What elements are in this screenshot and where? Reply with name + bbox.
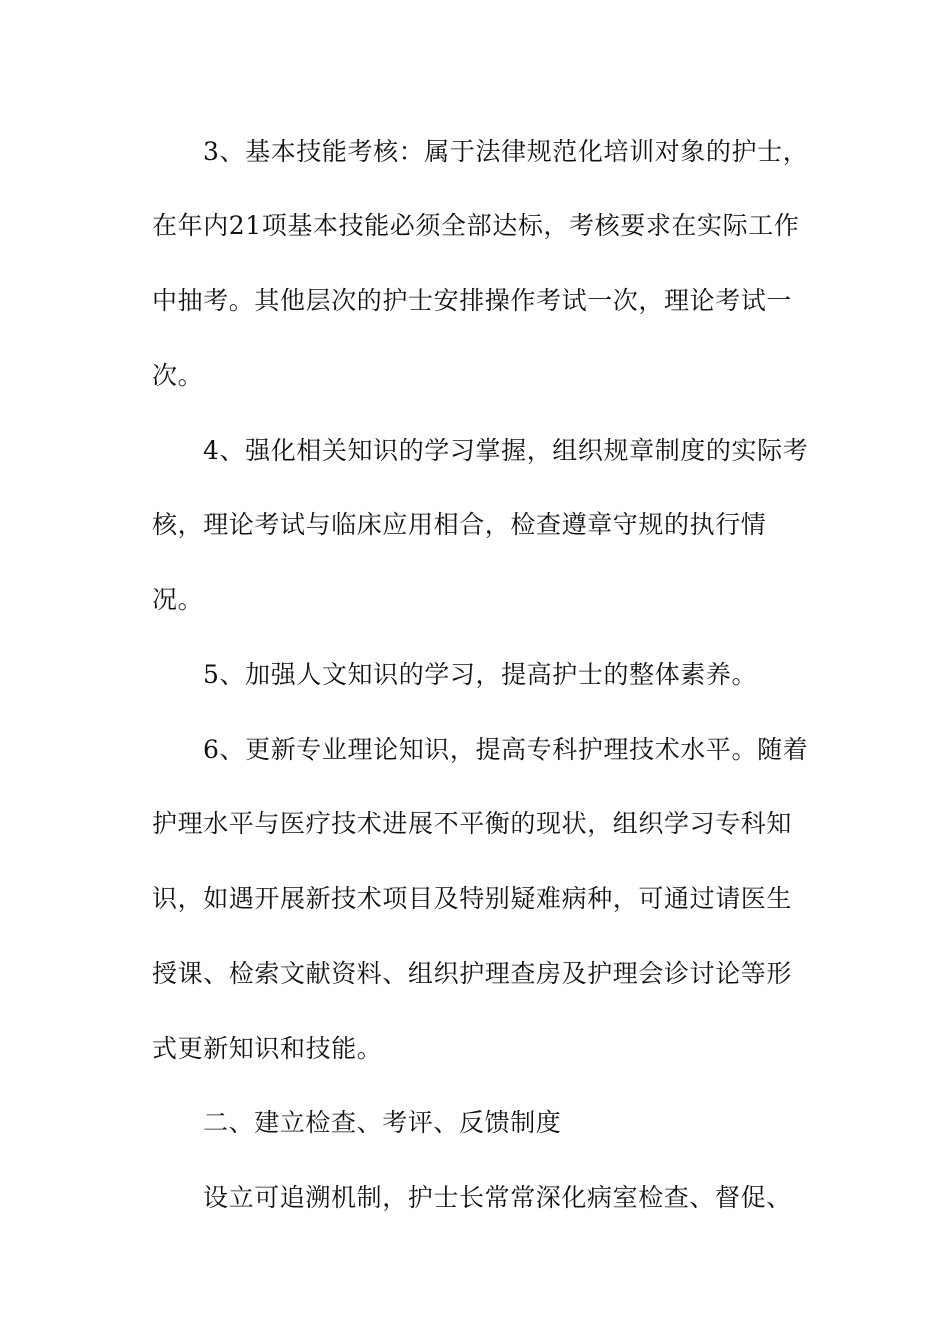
paragraph-4-line-1: 4、强化相关知识的学习掌握，组织规章制度的实际考	[203, 436, 809, 465]
paragraph-4-line-3: 况。	[152, 585, 204, 614]
paragraph-3-line-3: 中抽考。其他层次的护士安排操作考试一次，理论考试一	[152, 286, 793, 315]
section-heading: 二、建立检查、考评、反馈制度	[203, 1108, 562, 1137]
paragraph-4-line-2: 核，理论考试与临床应用相合，检查遵章守规的执行情	[152, 510, 767, 539]
paragraph-5-line-1: 5、加强人文知识的学习，提高护士的整体素养。	[203, 660, 758, 689]
paragraph-7-line-1: 设立可追溯机制，护士长常常深化病室检查、督促、	[203, 1183, 792, 1212]
paragraph-6-line-1: 6、更新专业理论知识，提高专科护理技术水平。随着	[203, 735, 809, 764]
paragraph-6-line-4: 授课、检索文献资料、组织护理查房及护理会诊讨论等形	[152, 959, 793, 988]
paragraph-6-line-5: 式更新知识和技能。	[152, 1034, 383, 1063]
paragraph-3-line-1: 3、基本技能考核：属于法律规范化培训对象的护士，	[203, 137, 809, 166]
paragraph-6-line-2: 护理水平与医疗技术进展不平衡的现状，组织学习专科知	[152, 809, 793, 838]
paragraph-3-line-2: 在年内21项基本技能必须全部达标，考核要求在实际工作	[152, 211, 800, 240]
paragraph-6-line-3: 识，如遇开展新技术项目及特别疑难病种，可通过请医生	[152, 884, 793, 913]
paragraph-3-line-4: 次。	[152, 361, 204, 390]
